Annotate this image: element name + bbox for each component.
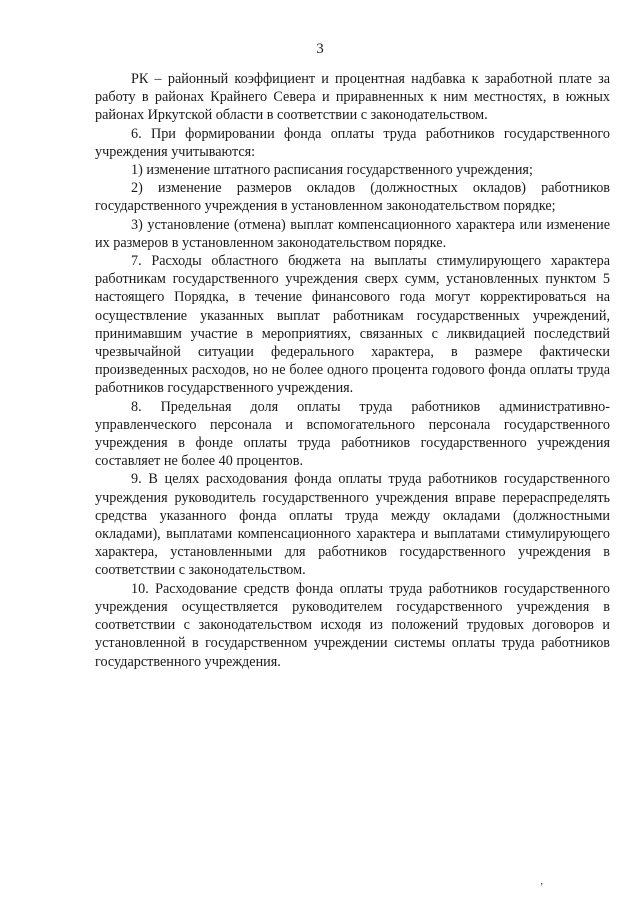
paragraph-item-6-2: 2) изменение размеров окладов (должностных окладов) работников государственного учреждения в установленном законодательством порядке; bbox=[95, 180, 610, 215]
paragraph-item-6-3: 3) установление (отмена) выплат компенсационного характера или изменение их размеров в установленном законодательством порядке. bbox=[95, 216, 610, 251]
paragraph-rk-definition: РК – районный коэффициент и процентная надбавка к заработной плате за работу в районах Крайнего Севера и приравненных к ним местностях, в южных районах Иркутской области в соответствии с законодательством. bbox=[95, 71, 610, 124]
page-number: 3 bbox=[316, 41, 324, 57]
paragraph-item-7: 7. Расходы областного бюджета на выплаты стимулирующего характера работникам государственного учреждения сверх сумм, установленных пунктом 5 настоящего Порядка, в течение финансового года могут корректироваться на осуществление указанных выплат работникам государственных учреждений, принимавшим участие в мероприятиях, связанных с ликвидацией последствий чрезвычайной ситуации федерального характера, в размере фактически произведенных расходов, но не более одного процента годового фонда оплаты труда работников государственного учреждения. bbox=[95, 253, 610, 397]
document-body bbox=[95, 70, 610, 671]
paragraph-item-9: 9. В целях расходования фонда оплаты труда работников государственного учреждения руководитель государственного учреждения вправе перераспределять средства указанного фонда оплаты труда между окладами (должностными окладами), выплатами компенсационного характера и выплатами стимулирующего характера, установленными для работников государственного учреждения в соответствии с законодательством. bbox=[95, 471, 610, 579]
paragraph-item-6-1: 1) изменение штатного расписания государственного учреждения; bbox=[131, 162, 533, 179]
footer-mark: ʼ bbox=[540, 882, 544, 893]
paragraph-item-6: 6. При формировании фонда оплаты труда работников государственного учреждения учитываются: bbox=[95, 125, 610, 160]
paragraph-item-8: 8. Предельная доля оплаты труда работников административно-управленческого персонала и вспомогательного персонала государственного учреждения в фонде оплаты труда работников государственного учреждения составляет не более 40 процентов. bbox=[95, 398, 610, 470]
paragraph-item-10: 10. Расходование средств фонда оплаты труда работников государственного учреждения осуществляется руководителем государственного учреждения в соответствии с законодательством исходя из положений трудовых договоров и установленной в государственном учреждении системы оплаты труда работников государственного учреждения. bbox=[95, 580, 610, 670]
